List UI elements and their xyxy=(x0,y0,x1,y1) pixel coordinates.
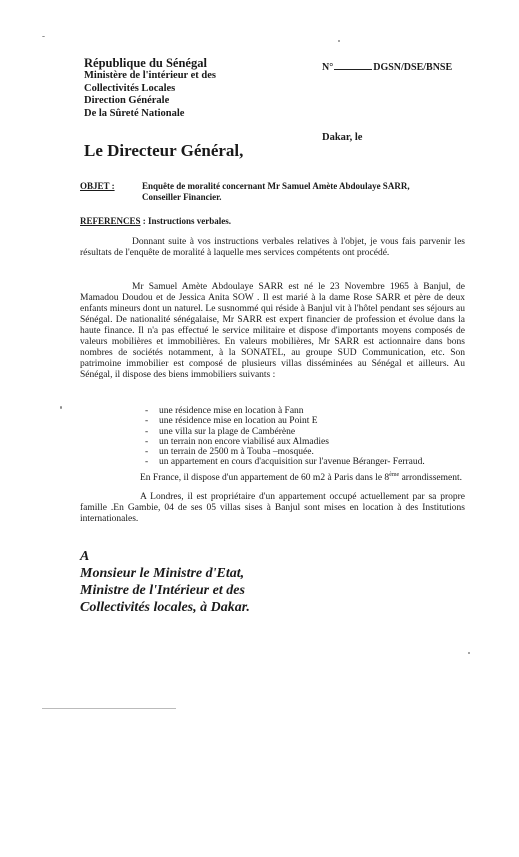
reference-number-blank xyxy=(334,69,372,70)
letterhead-line: De la Sûreté Nationale xyxy=(84,107,185,119)
reference-number-suffix: DGSN/DSE/BNSE xyxy=(373,62,453,73)
scan-speck xyxy=(468,652,470,654)
list-item: - une résidence mise en location au Point E xyxy=(145,416,318,427)
scan-speck xyxy=(42,36,45,37)
reference-number xyxy=(322,62,452,73)
recipient-line: A xyxy=(80,549,90,564)
property-list xyxy=(145,406,465,468)
paragraph-france: En France, il dispose d'un appartement de 60 m2 à Paris dans le 8ème arrondissement. xyxy=(140,472,462,484)
letterhead-line: Ministère de l'intérieur et des xyxy=(84,70,216,81)
footer-rule xyxy=(42,708,176,709)
letterhead-line: Direction Générale xyxy=(84,95,170,106)
place-date: Dakar, le xyxy=(322,132,363,143)
list-item: - un terrain de 2500 m à Touba –mosquée. xyxy=(145,447,314,458)
subject-label: OBJET : xyxy=(80,181,115,191)
sender-title: Le Directeur Général, xyxy=(84,141,244,160)
reference-number-prefix: N° xyxy=(322,62,334,73)
scan-speck xyxy=(60,406,62,409)
paragraph-intro: Donnant suite à vos instructions verbales relatives à l'objet, je vous fais parvenir les résultats de l'enquête de moralité à laquelle mes services compétents ont procédé. xyxy=(80,237,465,258)
letterhead xyxy=(84,56,284,120)
references xyxy=(80,216,231,226)
paragraph-profile: Mr Samuel Amète Abdoulaye SARR est né le 23 Novembre 1965 à Banjul, de Mamadou Doudou et de Jessica Anita SOW . Il est marié à la dame Rose SARR et père de deux enfants mineurs dont un naturel. Le susnommé qui réside à Banjul vit à l'hôtel pendant ses séjours au Sénégal. De nationalité sénégalaise, Mr SARR est expert financier de profession et évolue dans la haute finance. Il n'a pas effectué le service militaire et dispose d'importants moyens composés de valeurs mobilières et immobilières. En valeurs mobilières, Mr SARR est actionnaire dans bons nombres de sociétés notamment, à la SONATEL, au groupe SUD Communication, etc. Son patrimoine immobilier est composé de plusieurs villas disséminées au Sénégal et ailleurs. Au Sénégal, il dispose des biens immobiliers suivants : xyxy=(80,282,465,380)
list-item: - une résidence mise en location à Fann xyxy=(145,406,304,416)
letterhead-country: République du Sénégal xyxy=(84,56,207,70)
subject-text: Enquête de moralité concernant Mr Samuel Amète Abdoulaye SARR, Conseiller Financier. xyxy=(142,181,410,202)
recipient-block xyxy=(80,548,250,616)
references-label: REFERENCES xyxy=(80,216,141,226)
letterhead-line: Collectivités Locales xyxy=(84,82,176,94)
list-item: - une villa sur la plage de Cambérène xyxy=(145,426,296,437)
list-item: - un appartement en cours d'acquisition sur l'avenue Béranger- Ferraud. xyxy=(145,457,425,468)
references-text: : Instructions verbales. xyxy=(140,216,232,226)
recipient-line: Ministre de l'Intérieur et des xyxy=(80,583,245,598)
scan-speck xyxy=(338,40,340,42)
recipient-line: Monsieur le Ministre d'Etat, xyxy=(80,566,245,581)
paragraph-london-gambia: A Londres, il est propriétaire d'un appartement occupé actuellement par sa propre famille .En Gambie, 04 de ses 05 villas sises à Banjul sont mises en location à des Institutions internationales. xyxy=(80,492,465,524)
recipient-line: Collectivités locales, à Dakar. xyxy=(80,600,250,615)
list-item: - un terrain non encore viabilisé aux Almadies xyxy=(145,436,329,447)
